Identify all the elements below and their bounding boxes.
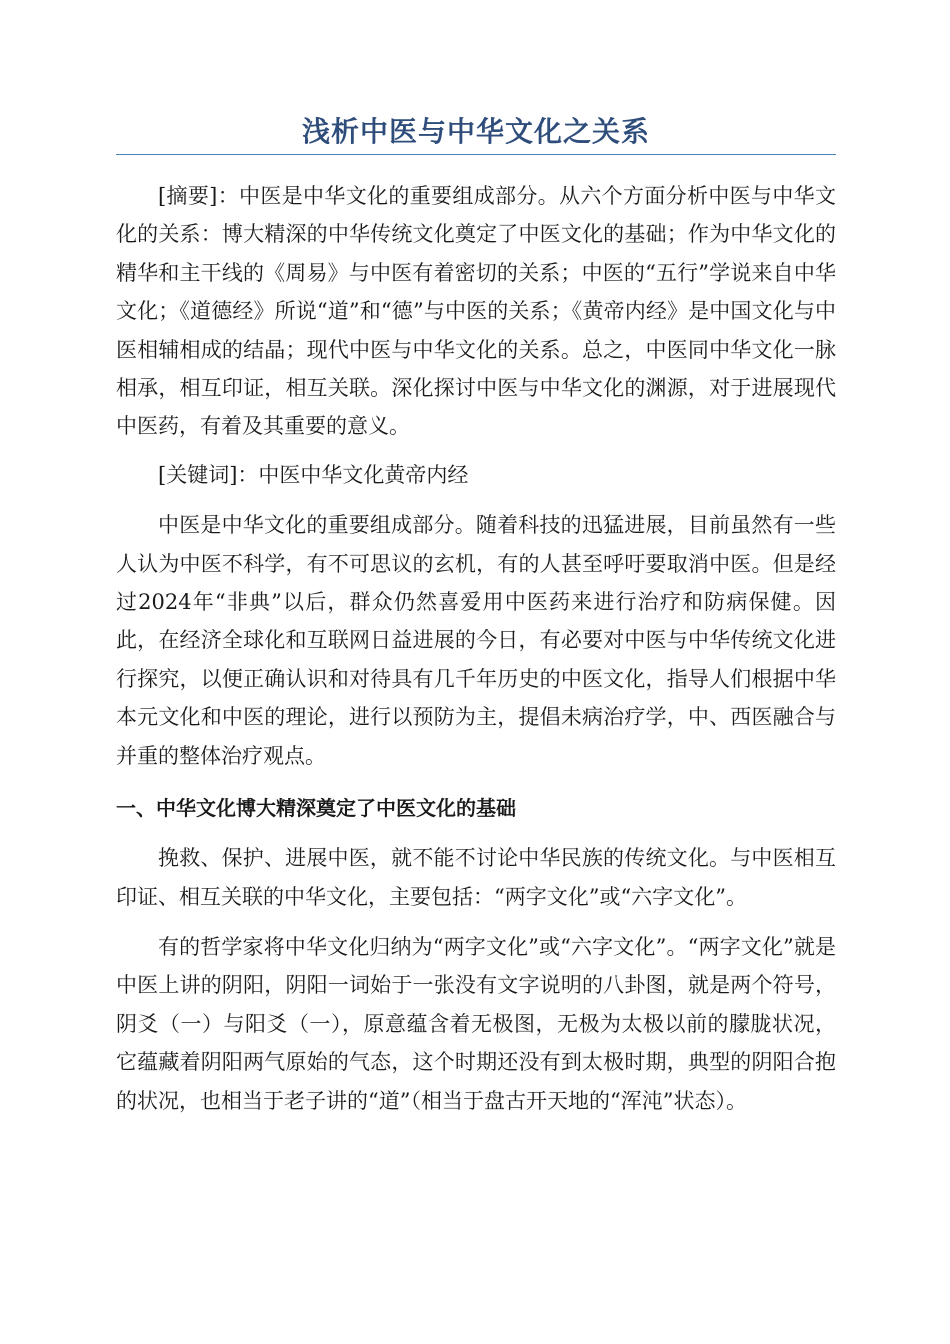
title-underline <box>116 154 836 155</box>
document-page <box>116 0 836 1120</box>
section-paragraph: 挽救、保护、进展中医，就不能不讨论中华民族的传统文化。与中医相互印证、相互关联的中华文化，主要包括：“两字文化”或“六字文化”。 <box>116 846 836 909</box>
section-paragraph: 有的哲学家将中华文化归纳为“两字文化”或“六字文化”。“两字文化”就是中医上讲的阴阳，阴阳一词始于一张没有文字说明的八卦图，就是两个符号，阴爻（一）与阳爻（一），原意蕴含着无极图，无极为太极以前的朦胧状况，它蕴藏着阴阳两气原始的气态，这个时期还没有到太极时期，典型的阴阳合抱的状况，也相当于老子讲的“道”（相当于盘古开天地的“浑沌”状态）。 <box>116 934 836 1113</box>
abstract-paragraph: [摘要]：中医是中华文化的重要组成部分。从六个方面分析中医与中华文化的关系：博大精深的中华传统文化奠定了中医文化的基础；作为中华文化的精华和主干线的《周易》与中医有着密切的关系；中医的“五行”学说来自中华文化；《道德经》所说“道”和“德”与中医的关系；《黄帝内经》是中国文化与中医相辅相成的结晶；现代中医与中华文化的关系。总之，中医同中华文化一脉相承，相互印证，相互关联。深化探讨中医与中华文化的渊源，对于进展现代中医药，有着及其重要的意义。 <box>116 184 836 439</box>
document-title: 浅析中医与中华文化之关系 <box>301 115 650 148</box>
section-heading: 一、中华文化博大精深奠定了中医文化的基础 <box>116 796 516 821</box>
intro-paragraph: 中医是中华文化的重要组成部分。随着科技的迅猛进展，目前虽然有一些人认为中医不科学，有不可思议的玄机，有的人甚至呼吁要取消中医。但是经过2024年“非典”以后，群众仍然喜爱用中医药来进行治疗和防病保健。因此，在经济全球化和互联网日益进展的今日，有必要对中医与中华传统文化进行探究，以便正确认识和对待具有几千年历史的中医文化，指导人们根据中华本元文化和中医的理论，进行以预防为主，提倡未病治疗学，中、西医融合与并重的整体治疗观点。 <box>116 513 836 768</box>
keywords-paragraph: [关键词]：中医中华文化黄帝内经 <box>158 462 469 487</box>
